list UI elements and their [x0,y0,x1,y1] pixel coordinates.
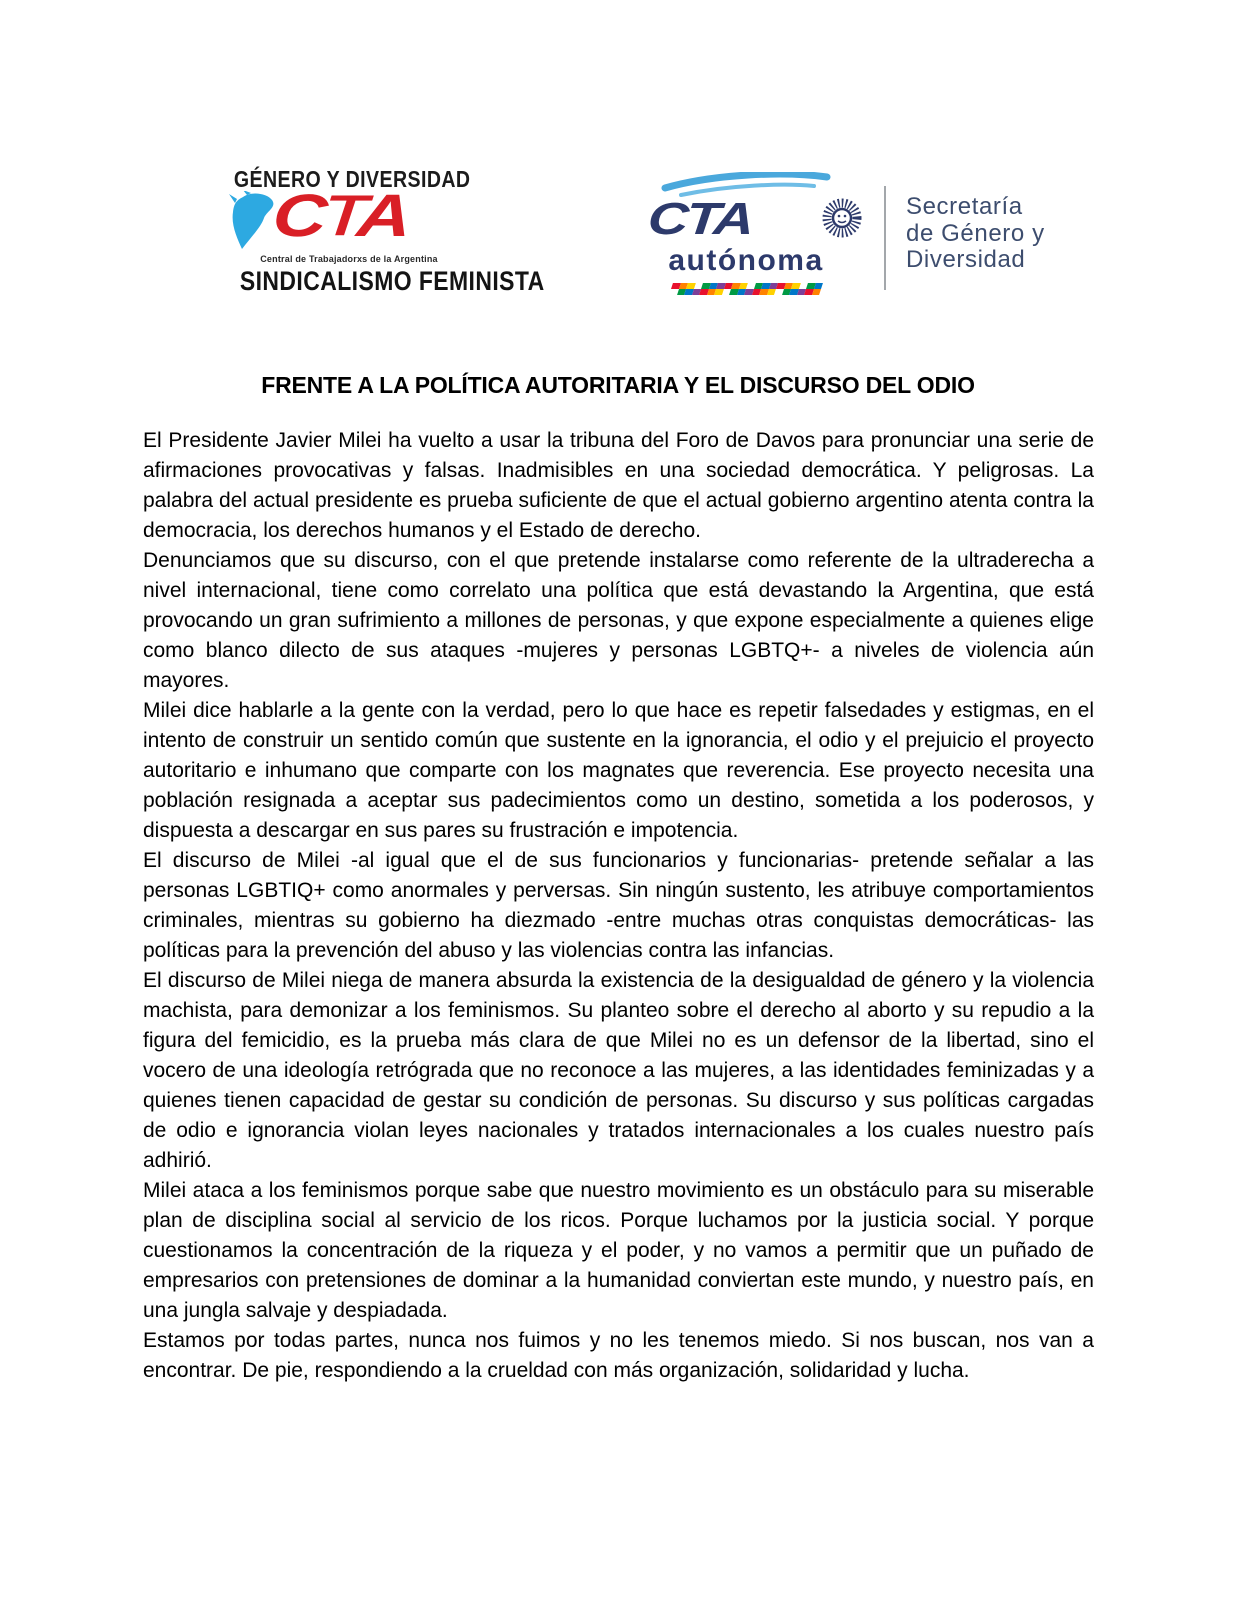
cta-autonoma-logo [640,172,852,295]
secretariat-line-3: Diversidad [906,246,1026,273]
autonoma-label: autónoma [668,244,824,277]
sun-icon [820,192,864,249]
body-paragraph: El discurso de Milei niega de manera absurda la existencia de la desigualdad de género y la violencia machista, para demonizar a los feminismos. Su planteo sobre el derecho al aborto y su repudio a la figura del femicidio, es la prueba más clara de que Milei no es un defensor de la libertad, sino el vocero de una ideología retrógrada que no reconoce a las mujeres, a las identidades feminizadas y a quienes tienen capacidad de gestar su condición de personas. Su discurso y sus políticas cargadas de odio e ignorancia violan leyes nacionales y tratados internacionales a los cuales nuestro país adhirió. [143,969,1094,1172]
secretariat-line-2: de Género y [906,219,1045,247]
body-paragraph: Denunciamos que su discurso, con el que pretende instalarse como referente de la ultraderecha a nivel internacional, tiene como correlato una política que está devastando la Argentina, que está provocando un gran sufrimiento a millones de personas, y que expone especialmente a quienes elige como blanco dilecto de sus ataques -mujeres y personas LGBTQ+- a niveles de violencia aún mayores. [143,549,1094,692]
document-body [143,426,1094,1386]
cta-letter-t: T [319,182,361,249]
cta-navy-wordmark: CTA [645,193,755,244]
cta-letter-c: C [270,182,326,249]
wiphala-strip [669,283,823,295]
secretariat-title [906,194,1045,274]
body-paragraph: Estamos por todas partes, nunca nos fuimos y no les tenemos miedo. Si nos buscan, nos van a encontrar. De pie, respondiendo a la crueldad con más organización, solidaridad y lucha. [143,1329,1094,1382]
cta-t-logo [213,166,545,297]
body-paragraph: El Presidente Javier Milei ha vuelto a usar la tribuna del Foro de Davos para pronunciar una serie de afirmaciones provocativas y falsas. Inadmisibles en una sociedad democrática. Y peligrosas. La palabra del actual presidente es prueba suficiente de que el actual gobierno argentino atenta contra la democracia, los derechos humanos y el Estado de derecho. [143,429,1094,542]
body-paragraph: Milei ataca a los feminismos porque sabe que nuestro movimiento es un obstáculo para su miserable plan de disciplina social al servicio de los ricos. Porque luchamos por la justicia social. Y porque cuestionamos la concentración de la riqueza y el poder, y no vamos a permitir que un puñado de empresarios con pretensiones de dominar a la humanidad conviertan este mundo, y nuestro país, en una jungla salvaje y despiadada. [143,1179,1094,1322]
body-paragraph: El discurso de Milei -al igual que el de sus funcionarios y funcionarias- pretende señalar a las personas LGBTIQ+ como anormales y perversas. Sin ningún sustento, les atribuye comportamientos criminales, mientras su gobierno ha diezmado -entre muchas otras conquistas democráticas- las políticas para la prevención del abuso y las violencias contra las infancias. [143,849,1094,962]
cta-central-label: Central de Trabajadorxs de la Argentina [260,254,438,264]
secretariat-line-1: Secretaría [906,193,1023,220]
document-title: FRENTE A LA POLÍTICA AUTORITARIA Y EL DISCURSO DEL ODIO [261,372,975,398]
cta-red-wordmark [213,182,485,253]
body-paragraph: Milei dice hablarle a la gente con la verdad, pero lo que hace es repetir falsedades y estigmas, en el intento de construir un sentido común que sustente en la ignorancia, el odio y el prejuicio el proyecto autoritario e inhumano que comparte con los magnates que reverencia. Ese proyecto necesita una población resignada a aceptar sus padecimientos como un destino, sometida a los poderosos, y dispuesta a descargar en sus pares su frustración e impotencia. [143,699,1094,842]
sindicalismo-feminista-label: SINDICALISMO FEMINISTA [239,266,545,296]
logo-divider [884,186,886,290]
genero-diversidad-label: GÉNERO Y DIVERSIDAD [233,166,471,192]
cta-letter-a: A [354,182,410,249]
